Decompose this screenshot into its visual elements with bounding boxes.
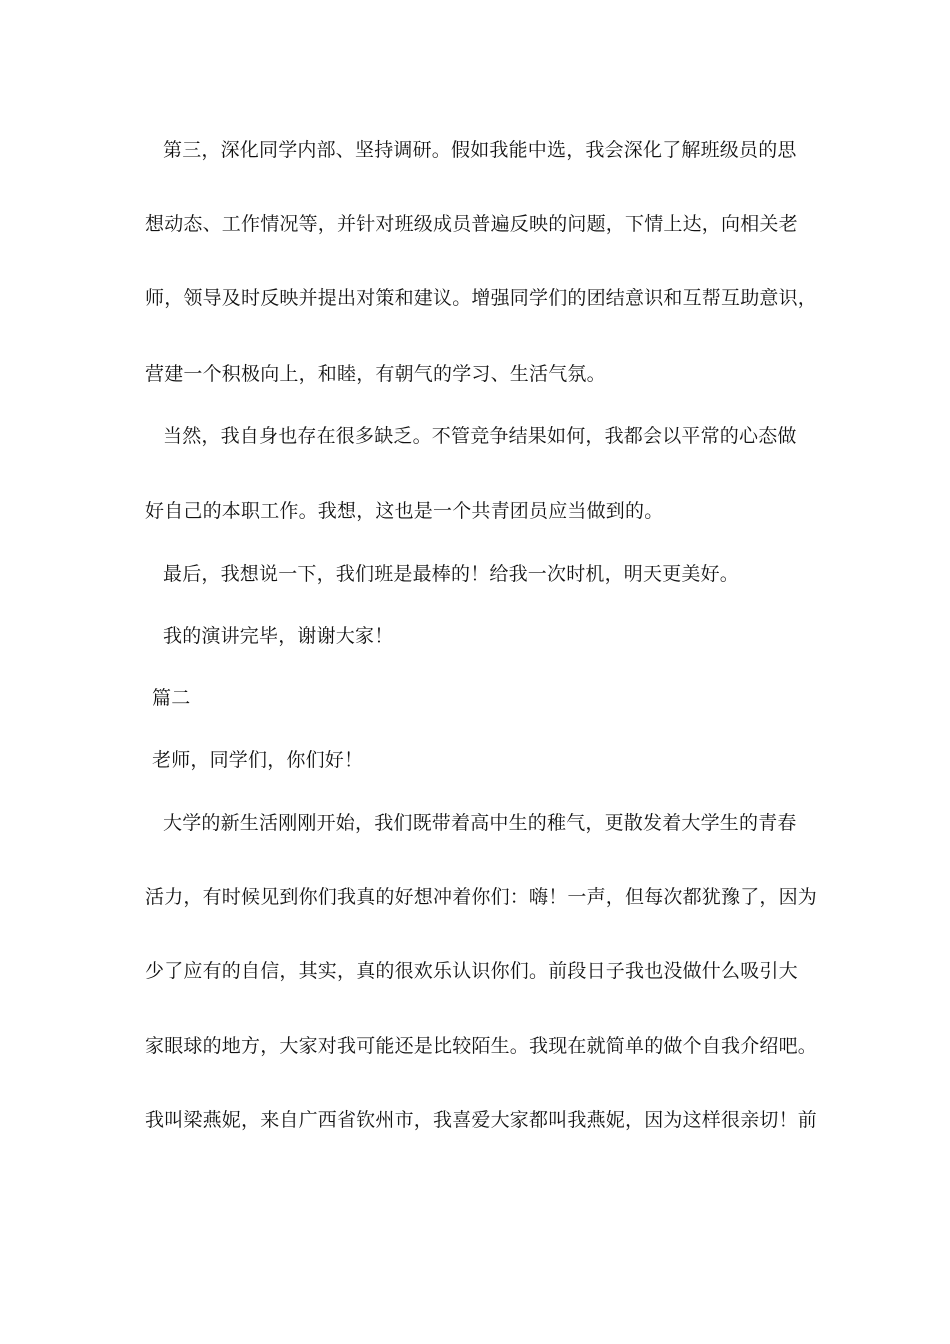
paragraph-line: 活力，有时候见到你们我真的好想冲着你们：嗨！一声，但每次都犹豫了，因为: [145, 886, 818, 908]
paragraph-line: 第三，深化同学内部、坚持调研。假如我能中选，我会深化了解班级员的思: [163, 139, 797, 161]
paragraph-line: 师，领导及时反映并提出对策和建议。增强同学们的团结意识和互帮互助意识，: [145, 287, 818, 309]
paragraph-line: 最后，我想说一下，我们班是最棒的！给我一次时机，明天更美好。: [163, 563, 740, 585]
section-heading: 篇二: [152, 687, 191, 709]
paragraph-line: 我的演讲完毕，谢谢大家！: [163, 625, 394, 647]
greeting-line: 老师，同学们，你们好！: [152, 749, 364, 771]
paragraph-line: 营建一个积极向上，和睦，有朝气的学习、生活气氛。: [145, 363, 606, 385]
paragraph-line: 想动态、工作情况等，并针对班级成员普遍反映的问题，下情上达，向相关老: [145, 213, 798, 235]
paragraph-line: 家眼球的地方，大家对我可能还是比较陌生。我现在就简单的做个自我介绍吧。: [145, 1035, 818, 1057]
paragraph-line: 好自己的本职工作。我想，这也是一个共青团员应当做到的。: [145, 500, 664, 522]
paragraph-line: 当然，我自身也存在很多缺乏。不管竞争结果如何，我都会以平常的心态做: [163, 425, 797, 447]
paragraph-line: 少了应有的自信，其实，真的很欢乐认识你们。前段日子我也没做什么吸引大: [145, 960, 798, 982]
paragraph-line: 我叫梁燕妮，来自广西省钦州市，我喜爱大家都叫我燕妮，因为这样很亲切！前: [145, 1109, 818, 1131]
paragraph-line: 大学的新生活刚刚开始，我们既带着高中生的稚气，更散发着大学生的青春: [163, 812, 797, 834]
